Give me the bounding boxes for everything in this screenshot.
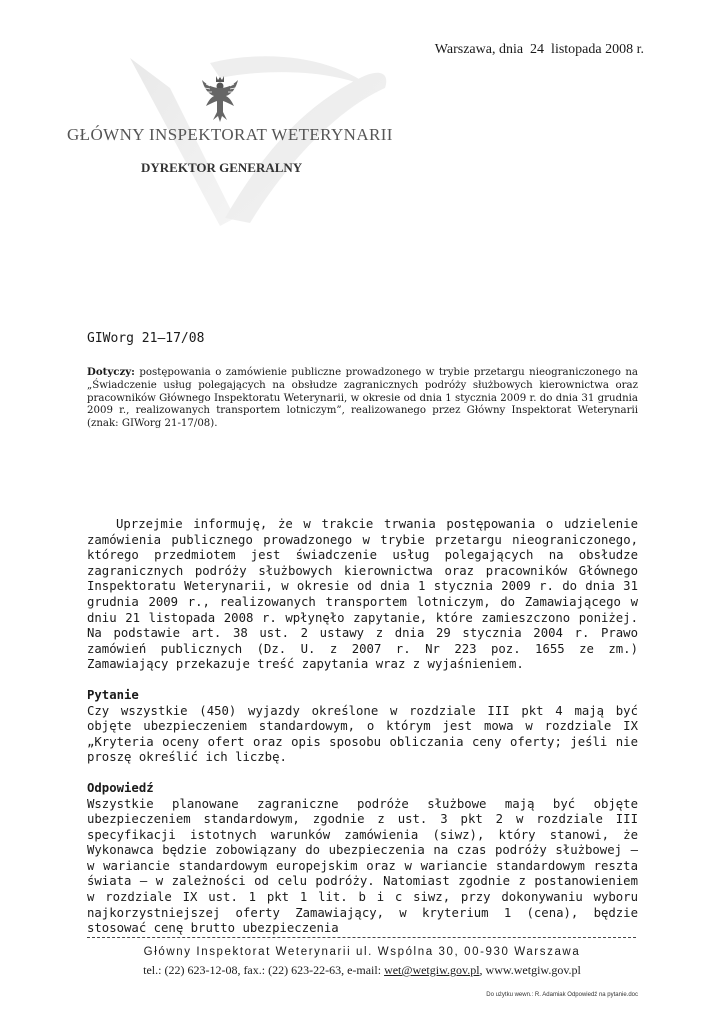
- polish-eagle-emblem-icon: [200, 74, 240, 124]
- footer-divider: [87, 937, 636, 938]
- footer-contact: [0, 963, 724, 978]
- subject-block: [87, 366, 638, 431]
- footer-address: Główny Inspektorat Weterynarii ul. Wspólna 30, 00-930 Warszawa: [143, 946, 581, 958]
- intro-paragraph: Uprzejmie informuję, że w trakcie trwania postępowania o udzielenie zamówienia publicznego prowadzonego w trybie przetargu nieograniczonego, którego przedmiotem jest świadczenie usług polegających na obsłudze zagranicznych podróży służbowych kierownictwa oraz pracowników Głównego Inspektoratu Weterynarii, w okresie od dnia 1 stycznia 2009 r. do dnia 31 grudnia 2009 r., realizowanych transportem lotniczym, do Zamawiającego w dniu 21 listopada 2008 r. wpłynęło zapytanie, które zamieszczono poniżej. Na podstawie art. 38 ust. 2 ustawy z dnia 29 stycznia 2004 r. Prawo zamówień publicznych (Dz. U. z 2007 r. Nr 223 poz. 1655 ze zm.) Zamawiający przekazuje treść zapytania wraz z wyjaśnieniem.: [87, 517, 638, 672]
- question-paragraph: Czy wszystkie (450) wyjazdy określone w rozdziale III pkt 4 mają być objęte ubezpieczeniem standardowym, o którym jest mowa w rozdziale IX „Kryteria oceny ofert oraz opis sposobu obliczania ceny oferty; jeśli nie proszę określić ich liczbę.: [87, 703, 638, 765]
- department-title: DYREKTOR GENERALNY: [141, 160, 303, 175]
- footer-contact-suffix: , www.wetgiw.gov.pl: [479, 963, 581, 977]
- subject-text: postępowania o zamówienie publiczne prowadzonego w trybie przetargu nieograniczonego na „Świadczenie usług polegających na obsłudze zagranicznych podróży służbowych kierownictwa oraz pracowników Głównego Inspektoratu Weterynarii, w okresie od dnia 1 stycznia 2009 r. do dnia 31 grudnia 2009 r., realizowanych transportem lotniczym”, realizowanego przez Główny Inspektorat Weterynarii (znak: GIWorg 21-17/08).: [87, 367, 638, 430]
- subject-label: Dotyczy:: [87, 366, 135, 378]
- answer-heading: Odpowiedź: [87, 780, 154, 795]
- institution-name: GŁÓWNY INSPEKTORAT WETERYNARII: [67, 125, 393, 144]
- document-note: Do użytku wewn.: R. Adamiak Odpowiedź na pytanie.doc: [486, 992, 638, 998]
- reference-number: GIWorg 21–17/08: [87, 331, 205, 346]
- footer-email-link[interactable]: wet@wetgiw.gov.pl: [384, 963, 480, 977]
- footer-contact-prefix: tel.: (22) 623-12-08, fax.: (22) 623-22-63, e-mail:: [143, 963, 385, 977]
- letter-body: [87, 517, 638, 937]
- question-heading: Pytanie: [87, 687, 139, 702]
- date-line: Warszawa, dnia 24 listopada 2008 r.: [434, 42, 644, 57]
- answer-paragraph: Wszystkie planowane zagraniczne podróże służbowe mają być objęte ubezpieczeniem standardowym, zgodnie z ust. 3 pkt 2 w rozdziale III specyfikacji istotnych warunków zamówienia (siwz), który stanowi, że Wykonawca będzie zobowiązany do ubezpieczenia na czas podróży służbowej – w wariancie standardowym europejskim oraz w wariancie standardowym reszta świata – w zależności od celu podróży. Natomiast zgodnie z postanowieniem w rozdziale IX ust. 1 pkt 1 lit. b i c siwz, przy dokonywaniu wyboru najkorzystniejszej oferty Zamawiający, w kryterium 1 (cena), będzie stosować cenę brutto ubezpieczenia: [87, 796, 638, 936]
